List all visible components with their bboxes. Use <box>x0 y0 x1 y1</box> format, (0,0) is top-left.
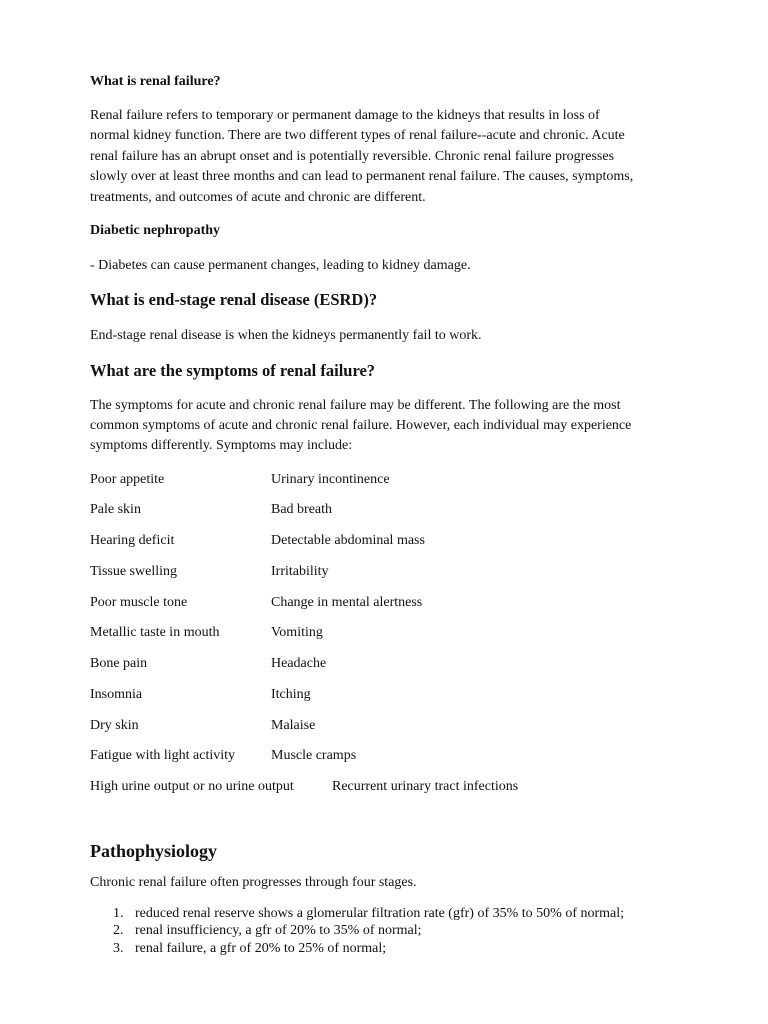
symptom-left: Insomnia <box>90 687 143 702</box>
symptom-left: Dry skin <box>90 718 139 733</box>
patho-intro: Chronic renal failure often progresses through four stages. <box>90 875 417 890</box>
paragraph-line: normal kidney function. There are two different types of renal failure--acute and chronic. Acute <box>90 128 625 143</box>
symptom-left: High urine output or no urine output <box>90 779 294 794</box>
list-number: 1. <box>113 906 124 921</box>
symptom-left: Pale skin <box>90 502 141 517</box>
list-item: renal insufficiency, a gfr of 20% to 35% of normal; <box>135 923 422 938</box>
paragraph-line: renal failure has an abrupt onset and is potentially reversible. Chronic renal failure progresses <box>90 149 615 164</box>
symptom-left: Poor muscle tone <box>90 595 188 610</box>
symptom-right: Muscle cramps <box>271 748 357 763</box>
symptom-right: Malaise <box>271 718 316 733</box>
symptom-right: Recurrent urinary tract infections <box>332 779 519 794</box>
symptom-right: Change in mental alertness <box>271 595 423 610</box>
symptom-right: Itching <box>271 687 311 702</box>
paragraph-line: The symptoms for acute and chronic renal failure may be different. The following are the most <box>90 398 621 413</box>
paragraph-line: common symptoms of acute and chronic renal failure. However, each individual may experience <box>90 418 632 433</box>
list-item: reduced renal reserve shows a glomerular filtration rate (gfr) of 35% to 50% of normal; <box>135 906 625 921</box>
symptom-left: Tissue swelling <box>90 564 178 579</box>
symptom-right: Vomiting <box>271 625 323 640</box>
symptom-right: Urinary incontinence <box>271 472 390 487</box>
list-number: 2. <box>113 923 124 938</box>
symptom-right: Bad breath <box>271 502 333 517</box>
symptom-left: Poor appetite <box>90 472 165 487</box>
list-number: 3. <box>113 941 124 956</box>
paragraph-line: symptoms differently. Symptoms may include: <box>90 438 353 453</box>
heading-pathophysiology: Pathophysiology <box>90 841 218 861</box>
heading-what-is-renal-failure: What is renal failure? <box>90 74 221 89</box>
symptom-left: Metallic taste in mouth <box>90 625 220 640</box>
paragraph-line: slowly over at least three months and can lead to permanent renal failure. The causes, symptoms, <box>90 169 634 184</box>
paragraph-line: Renal failure refers to temporary or permanent damage to the kidneys that results in loss of <box>90 108 600 123</box>
symptom-right: Irritability <box>271 564 329 579</box>
symptom-right: Detectable abdominal mass <box>271 533 425 548</box>
symptom-right: Headache <box>271 656 327 671</box>
heading-symptoms: What are the symptoms of renal failure? <box>90 361 376 380</box>
paragraph-line: treatments, and outcomes of acute and chronic are different. <box>90 190 426 205</box>
symptom-left: Fatigue with light activity <box>90 748 236 763</box>
diabetic-bullet: - Diabetes can cause permanent changes, leading to kidney damage. <box>90 258 471 273</box>
symptom-left: Bone pain <box>90 656 148 671</box>
esrd-text: End-stage renal disease is when the kidneys permanently fail to work. <box>90 328 482 343</box>
heading-diabetic-nephropathy: Diabetic nephropathy <box>90 223 221 238</box>
list-item: renal failure, a gfr of 20% to 25% of normal; <box>135 941 387 956</box>
heading-esrd: What is end-stage renal disease (ESRD)? <box>90 290 378 309</box>
symptom-left: Hearing deficit <box>90 533 175 548</box>
